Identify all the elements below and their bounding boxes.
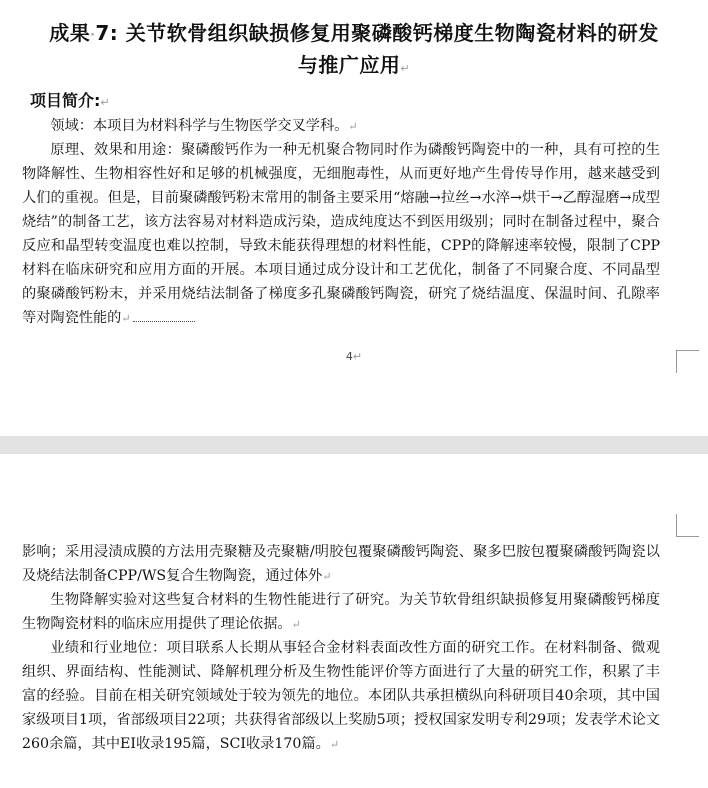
paragraph-mark-icon: ↵ — [100, 96, 110, 109]
section-heading-text: 项目简介 — [30, 91, 95, 110]
paragraph-mark-icon: ↵ — [329, 738, 340, 751]
paragraph-mark-icon: ↵ — [352, 350, 363, 363]
paragraph-continued[interactable] — [22, 540, 660, 589]
paragraph-continued-text: 影响；采用浸渍成膜的方法用壳聚糖及壳聚糖/明胶包覆聚磷酸钙陶瓷、聚多巴胺包覆聚磷酸钙陶瓷以及烧结法制备CPP/WS复合生物陶瓷，通过体外 — [22, 544, 660, 584]
paragraph-mark-icon: ↵ — [291, 618, 301, 631]
paragraph-bio[interactable] — [22, 588, 660, 637]
section-heading-colon: : — [94, 91, 101, 110]
crop-mark-icon — [676, 350, 699, 373]
title-prefix: 成果 — [49, 21, 91, 45]
title-number: 7: — [95, 21, 119, 45]
paragraph-mark-icon: ↵ — [348, 120, 358, 133]
paragraph-field-text: 领域：本项目为材料科学与生物医学交叉学科。 — [50, 118, 349, 134]
paragraph-mark-icon: ↵ — [400, 61, 411, 75]
page-number — [0, 350, 708, 363]
page-break-dotted-line — [133, 321, 195, 322]
title-line1: 关节软骨组织缺损修复用聚磷酸钙梯度生物陶瓷材料的研发 — [125, 21, 659, 45]
page-title — [18, 18, 690, 84]
paragraph-field[interactable] — [22, 114, 660, 139]
section-heading — [30, 90, 110, 114]
paragraph-performance[interactable] — [22, 636, 660, 757]
page-number-text: 4 — [345, 350, 353, 363]
paragraph-performance-text: 业绩和行业地位：项目联系人长期从事轻合金材料表面改性方面的研究工作。在材料制备、微观组织、界面结构、性能测试、降解机理分析及生物性能评价等方面进行了大量的研究工作，积累了丰富的经验。目前在相关研究领域处于较为领先的地位。本团队共承担横纵向科研项目40余项，其中国家级项目1项，省部级项目22项；共获得省部级以上奖励5项；授权国家发明专利29项；发表学术论文260余篇，其中EI收录195篇，SCI收录170篇。 — [22, 640, 660, 752]
title-line2: 与推广应用 — [297, 52, 401, 77]
space-mark: · — [90, 27, 96, 42]
paragraph-mark-icon: ↵ — [322, 570, 332, 583]
paragraph-principle-text: 原理、效果和用途：聚磷酸钙作为一种无机聚合物同时作为磷酸钙陶瓷中的一种，具有可控的生物降解性、生物相容性好和足够的机械强度，无细胞毒性，从而更好地产生骨传导作用，越来越受到人们的重视。但是，目前聚磷酸钙粉末常用的制备主要采用“熔融→拉丝→水淬→烘干→乙醇湿磨→成型烧结”的制备工艺，该方法容易对材料造成污染，造成纯度达不到医用级别；同时在制备过程中，聚合反应和晶型转变温度也难以控制，导致未能获得理想的材料性能，CPP的降解速率较慢，限制了CPP材料在临床研究和应用方面的开展。本项目通过成分设计和工艺优化，制备了不同聚合度、不同晶型的聚磷酸钙粉末，并采用烧结法制备了梯度多孔聚磷酸钙陶瓷，研究了烧结温度、保温时间、孔隙率等对陶瓷性能的 — [22, 142, 660, 326]
paragraph-mark-icon: ↵ — [121, 312, 131, 325]
crop-mark-icon — [676, 514, 699, 537]
paragraph-bio-text: 生物降解实验对这些复合材料的生物性能进行了研究。为关节软骨组织缺损修复用聚磷酸钙梯度生物陶瓷材料的临床应用提供了理论依据。 — [22, 592, 660, 632]
paragraph-principle[interactable] — [22, 138, 660, 331]
page-gap — [0, 436, 708, 454]
